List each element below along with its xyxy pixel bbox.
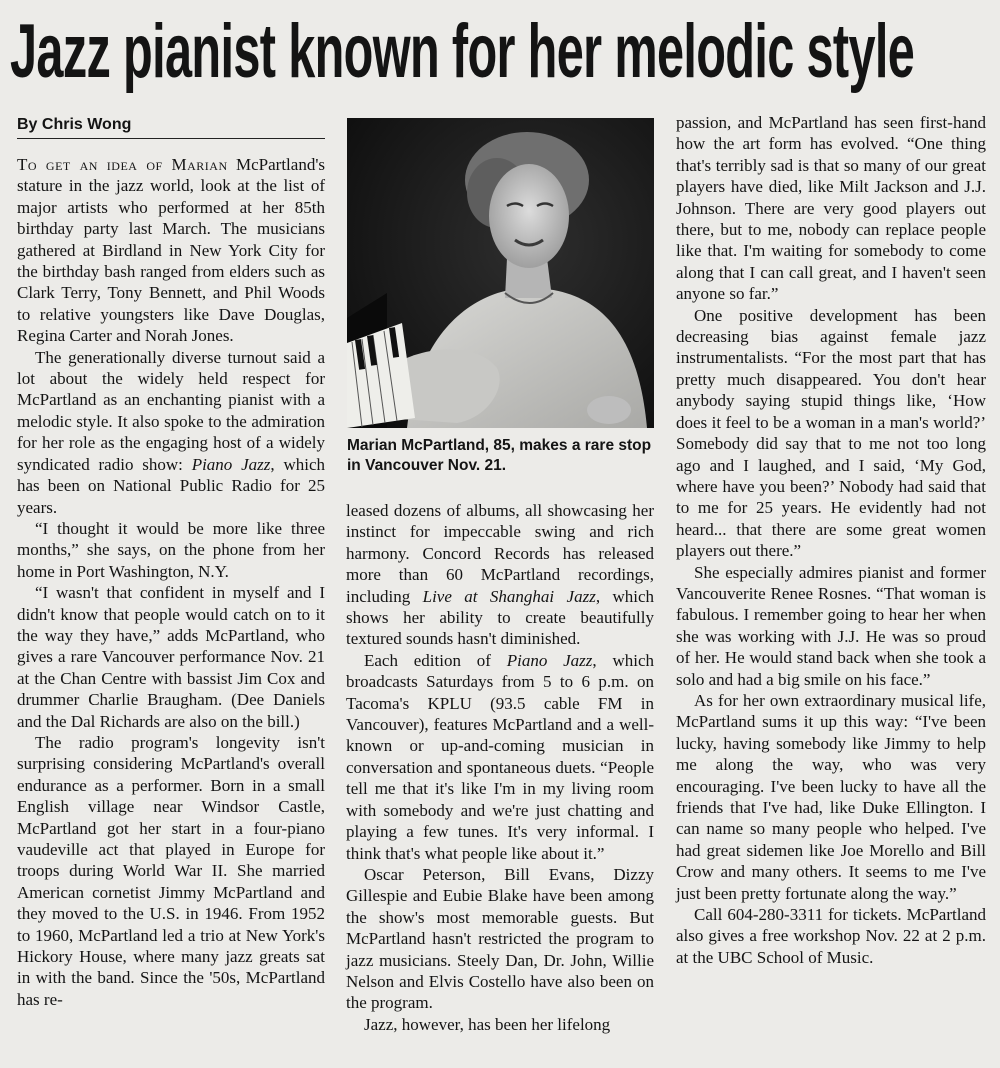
paragraph: Oscar Peterson, Bill Evans, Dizzy Gillespie and Eubie Blake have been among the show's most memorable guests. But McPartland hasn't restricted the program to jazz musicians. Steely Dan, Dr. John, Willie Nelson and Elvis Costello have also been on the program.: [346, 864, 654, 1013]
paragraph: Call 604-280-3311 for tickets. McPartland also gives a free workshop Nov. 22 at 2 p.m. at the UBC School of Music.: [676, 905, 986, 967]
photo-caption: Marian McPartland, 85, makes a rare stop in Vancouver Nov. 21.: [347, 437, 652, 474]
column-1: [17, 154, 325, 1064]
paragraph: “I thought it would be more like three months,” she says, on the phone from her home in Port Washington, N.Y.: [17, 518, 325, 581]
lead-in: To get an idea of Marian: [17, 155, 228, 174]
show-title: Piano Jazz: [506, 650, 593, 670]
pianist-photo-illustration: [347, 118, 654, 428]
paragraph: The radio program's longevity isn't surprising considering McPartland's overall endurance as a performer. Born in a small English village near Windsor Castle, McPartland got her start in a four-piano vaudeville act that played in Europe for troops during World War II. She married American cornetist Jimmy McPartland and they moved to the U.S. in 1946. From 1952 to 1960, McPartland led a trio at New York's Hickory House, where many jazz greats sat in with the band. Since the '50s, McPartland has re-: [17, 732, 325, 1009]
column-3: [676, 112, 986, 1064]
paragraph: As for her own extraordinary musical life, McPartland sums it up this way: “I've been lucky, having somebody like Jimmy to help me along the way, who was very encouraging. I've been lucky to have all the friends that I've had, like Duke Ellington. I can name so many people who helped. I've had great sidemen like Joe Morello and Bill Crow and many others. It seems to me I've just been pretty fortunate along the way.”: [676, 690, 986, 903]
paragraph: The generationally diverse turnout said a lot about the widely held respect for McPartland as an enchanting pianist with a melodic style. It also spoke to the admiration for her role as the engaging host of a widely syndicated radio show: Piano Jazz, which has been on National Public Radio for 25 years.: [17, 347, 325, 517]
paragraph: To get an idea of Marian McPartland's stature in the jazz world, look at the list of major artists who performed at her 85th birthday party last March. The musicians gathered at Birdland in New York City for the birthday bash ranged from elders such as Clark Terry, Tony Bennett, and Phil Woods to relative youngsters like Dave Douglas, Regina Carter and Norah Jones.: [17, 155, 325, 346]
paragraph: passion, and McPartland has seen first-hand how the art form has evolved. “One thing that's terribly sad is that so many of our great players have died, like Milt Jackson and J.J. Johnson. There are very good players out there, but to me, nobody can replace people like that. I'm waiting for somebody to come along that I can call great, and I haven't seen anyone so far.”: [676, 113, 986, 304]
show-title: Piano Jazz: [191, 454, 271, 474]
byline: By Chris Wong: [17, 114, 325, 139]
column-2: [346, 500, 654, 1064]
paragraph: Jazz, however, has been her lifelong: [364, 1014, 611, 1034]
paragraph: She especially admires pianist and former Vancouverite Renee Rosnes. “That woman is fabulous. I remember going to hear her when she was working with J.J. He was so proud of her. He would stand back when she took a solo and had a big smile on his face.”: [676, 562, 986, 689]
photo: [347, 118, 654, 428]
paragraph: leased dozens of albums, all showcasing her instinct for impeccable swing and rich harmony. Concord Records has released more than 60 McPartland recordings, including Live at Shanghai Jazz, which shows her ability to create beautifully textured sounds hasn't diminished.: [346, 501, 655, 649]
paragraph: One positive development has been decreasing bias against female jazz instrumentalists. “For the most part that has pretty much disappeared. You don't hear anybody saying stupid things like, ‘How does it feel to be a woman in a man's world?’ Somebody did say that to me not too long ago and I laughed, and I said, ‘My God, where have you been?’ Nobody had said that to me for 25 years. He evidently had not heard... that there are some great women players out there.”: [676, 305, 986, 561]
headline: Jazz pianist known for her melodic style: [10, 9, 915, 94]
album-title: Live at Shanghai Jazz: [422, 586, 596, 606]
paragraph: Each edition of Piano Jazz, which broadcasts Saturdays from 5 to 6 p.m. on Tacoma's KPLU (93.5 cable FM in Vancouver), features McPartland and a well-known or up-and-coming musician in conversation and spontaneous duets. “People tell me that it's like I'm in my living room with somebody and we're just chatting and playing a few tunes. It's very informal. I think that's what people like about it.”: [346, 650, 655, 863]
paragraph: “I wasn't that confident in myself and I didn't know that people would catch on to it the way they have,” adds McPartland, who gives a rare Vancouver performance Nov. 21 at the Chan Centre with bassist Jim Cox and drummer Charlie Braugham. (Dee Daniels and the Dal Richards are also on the bill.): [17, 583, 325, 731]
